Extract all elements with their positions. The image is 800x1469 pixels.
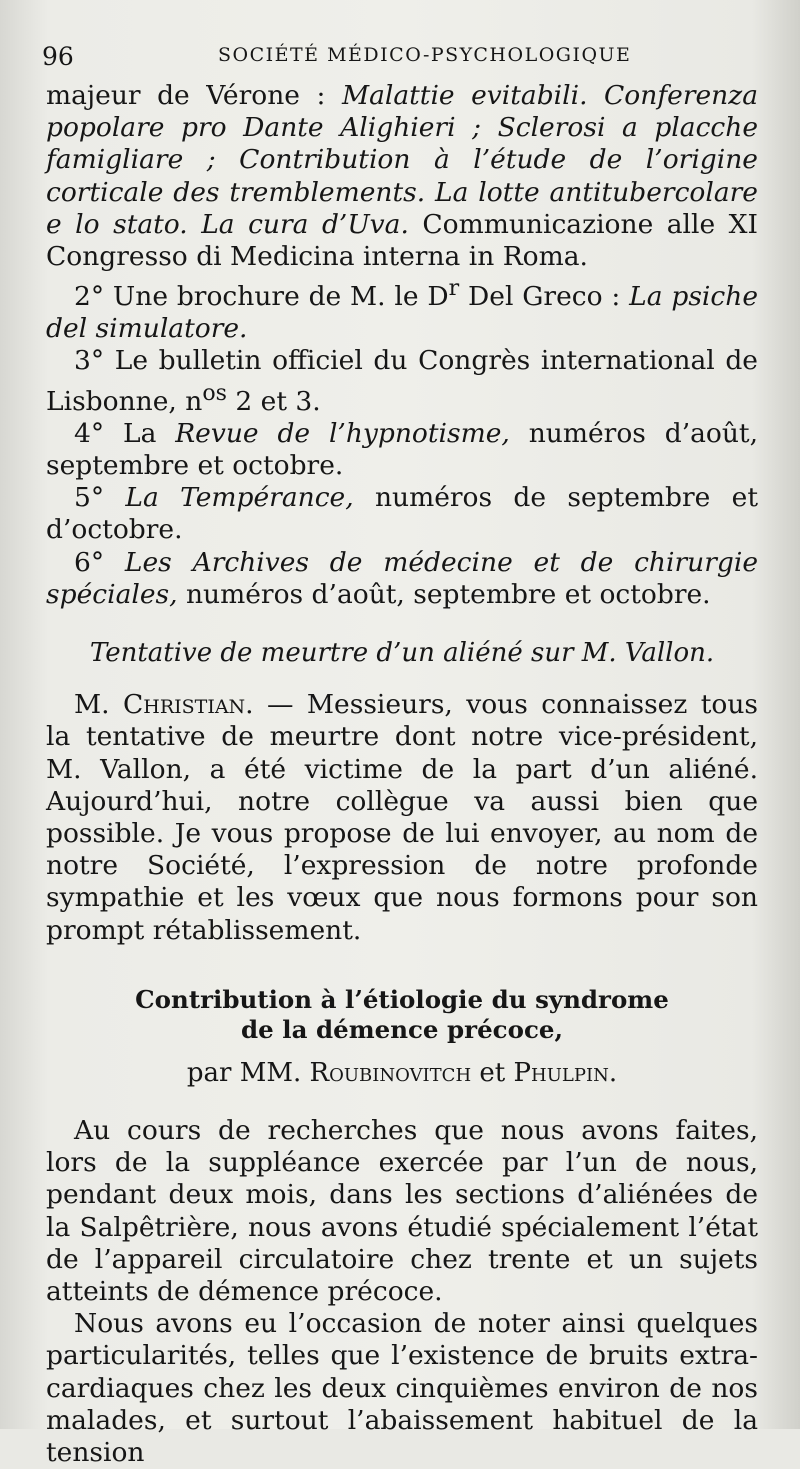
- running-head: SOCIÉTÉ MÉDICO-PSYCHOLOGIQUE: [218, 44, 632, 66]
- list-item-4: 4° La Revue de l’hypnotisme, numéros d’août, septembre et octobre.: [46, 417, 759, 481]
- page-number: 96: [42, 42, 74, 71]
- page-header: [40, 38, 760, 74]
- list-item-6: 6° Les Archives de médecine et de chirurgie spéciales, numéros d’août, septembre et octobre.: [46, 546, 758, 610]
- list-item-2: 2° Une brochure de M. le $D^r$ Del Greco : La psiche del simulatore.: [46, 276, 759, 345]
- paragraph: Nous avons eu l’occasion de noter ainsi quelques particularités, telles que l’existence de bruits extra-cardiaques chez les deux cinquièmes environ de nos malades, et surtout l’abaissement habituel de la tension: [46, 1308, 758, 1468]
- section-title-contribution: Contribution à l’étiologie du syndrome de la démence précoce,: [135, 984, 669, 1044]
- speaker-name: Christian: [122, 689, 246, 721]
- author-name: Roubinovitch: [309, 1057, 472, 1088]
- authors-line: par MM. Roubinovitch et Phulpin.: [186, 1057, 618, 1088]
- list-item-3: 3° Le bulletin officiel du Congrès international de Lisbonne, $n^{os}$ 2 et 3.: [46, 345, 758, 417]
- paragraph-continuation: majeur de Vérone : Malattie evitabili. Conferenza popolare pro Dante Alighieri ; Sclerosi a placche famigliare ; Contribution à l’étude de l’origine corticale des tremblements. La lotte antitubercolare e lo stato. La cura d’Uva. Communicazione alle XI Congresso di Medicina interna in Roma.: [46, 80, 758, 273]
- christian-statement: M. Christian. — Messieurs, vous connaissez tous la tentative de meurtre dont notre vice-président, M. Vallon, a été victime de la part d’un aliéné. Aujourd’hui, notre collègue va aussi bien que possible. Je vous propose de lui envoyer, au nom de notre Société, l’expression de notre profonde sympathie et les vœux que nous formons pour son prompt rétablissement.: [46, 689, 758, 946]
- list-item-5: 5° La Tempérance, numéros de septembre et d’octobre.: [46, 482, 758, 546]
- paragraph: Au cours de recherches que nous avons faites, lors de la suppléance exercée par l’un de nous, pendant deux mois, dans les sections d’aliénées de la Salpêtrière, nous avons étudié spécialement l’état de l’appareil circulatoire chez trente et un sujets atteints de démence précoce.: [46, 1114, 758, 1307]
- author-name: Phulpin: [513, 1057, 609, 1088]
- section-title-vallon: Tentative de meurtre d’un aliéné sur M. Vallon.: [89, 637, 715, 668]
- page-body: [46, 80, 758, 1469]
